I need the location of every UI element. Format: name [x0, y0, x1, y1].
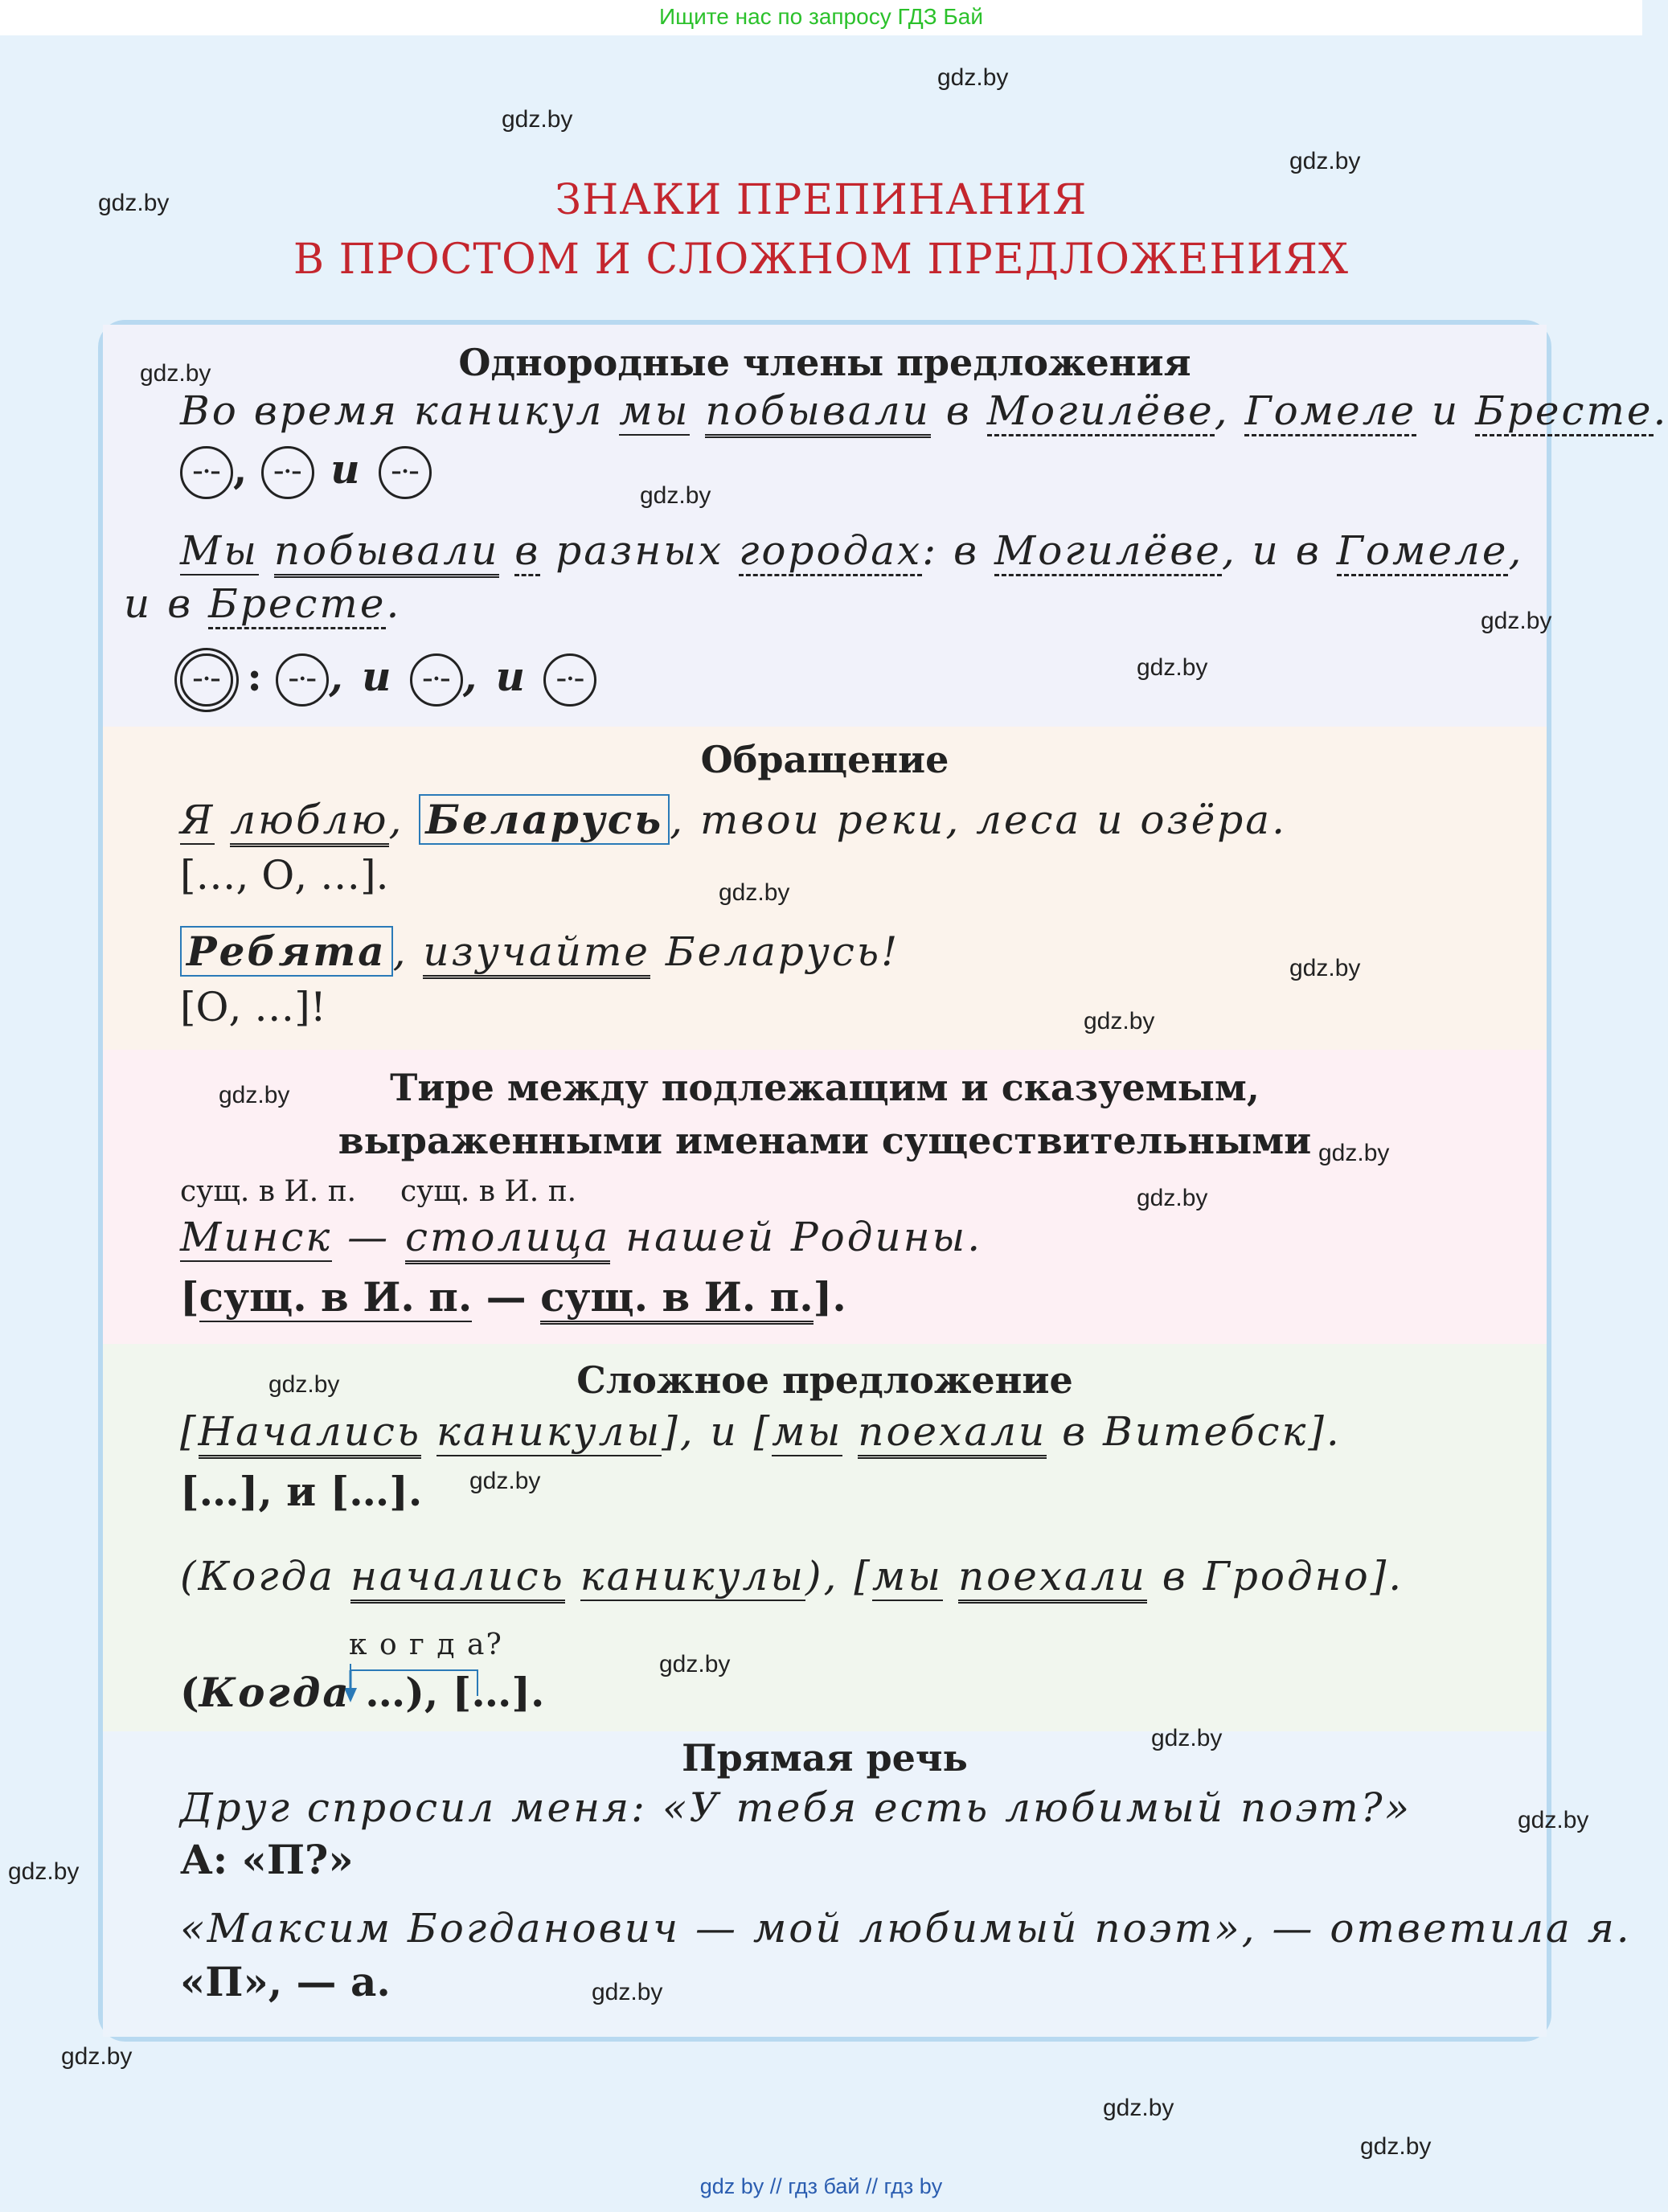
watermark: gdz.by [1481, 608, 1552, 634]
question-label: к о г д а? [349, 1628, 503, 1661]
example-sentence [180, 1553, 1404, 1600]
watermark: gdz.by [1137, 1185, 1208, 1211]
section-address [103, 727, 1547, 1050]
text [943, 1553, 958, 1600]
page-title [0, 170, 1642, 289]
text [421, 1408, 436, 1455]
subject-scheme: сущ. в И. п. [199, 1273, 473, 1321]
scheme [180, 1273, 846, 1321]
address-word: Беларусь [419, 794, 670, 845]
circle-icon: –·– [410, 653, 463, 707]
section-heading-cont: выраженными именами существительными [338, 1119, 1312, 1162]
text: Во время каникул [180, 387, 620, 434]
watermark: gdz.by [937, 64, 1009, 91]
text: , и в [1221, 527, 1337, 574]
homogeneous-member: Бресте [208, 580, 386, 629]
circle-icon: –·– [379, 446, 432, 499]
watermark: gdz.by [140, 360, 211, 387]
homogeneous-member: Могилёве [987, 387, 1215, 436]
predicate: побывали [274, 527, 500, 578]
text: в [930, 387, 987, 434]
example-sentence [180, 928, 900, 975]
example-sentence [180, 527, 1523, 574]
part-label: сущ. в И. п. [180, 1175, 357, 1208]
predicate: побывали [705, 387, 931, 438]
watermark: gdz.by [1360, 2133, 1432, 2160]
homogeneous-member: Могилёве [994, 527, 1222, 576]
text: [ [180, 1408, 199, 1455]
predicate: Начались [199, 1408, 422, 1459]
text: ]. [813, 1273, 846, 1321]
watermark: gdz.by [502, 106, 573, 133]
generalizing-word: городах [739, 527, 922, 576]
homogeneous-member: Бресте [1475, 387, 1653, 436]
text: Когда [199, 1669, 351, 1716]
text: — [332, 1214, 405, 1260]
top-banner[interactable]: Ищите нас по запросу ГДЗ Бай [0, 0, 1642, 35]
text: , и [462, 653, 544, 700]
text [842, 1408, 858, 1455]
text: разных [540, 527, 740, 574]
homogeneous-member: Гомеле [1244, 387, 1416, 436]
section-homogeneous [103, 325, 1668, 727]
text: Беларусь! [650, 928, 900, 975]
predicate: столица [405, 1214, 610, 1264]
watermark: gdz.by [719, 879, 790, 906]
predicate: изучайте [423, 928, 650, 979]
example-sentence-cont [124, 580, 401, 627]
section-heading: Тире между подлежащим и сказуемым, [390, 1066, 1260, 1109]
text: — [472, 1273, 541, 1321]
watermark: gdz.by [1084, 1008, 1155, 1034]
text: , [392, 928, 424, 975]
text: ]. [1370, 1553, 1404, 1600]
circle-icon: –·– [543, 653, 596, 707]
text: . [386, 580, 402, 627]
example-sentence: «Максим Богданович — мой любимый поэт», — ответила я. [180, 1905, 1632, 1952]
scheme: […, О, …]. [180, 852, 389, 899]
subject: мы [619, 387, 691, 434]
section-complex [103, 1344, 1547, 1731]
watermark: gdz.by [469, 1468, 541, 1494]
scheme: «П», — а. [180, 1958, 391, 2005]
preposition: в [514, 527, 540, 576]
circle-icon: –·– [180, 446, 233, 499]
predicate: поехали [958, 1553, 1147, 1604]
text: , [1508, 527, 1524, 574]
subject: Минск [180, 1214, 333, 1260]
section-heading: Прямая речь [682, 1736, 968, 1780]
text: : в [922, 527, 994, 574]
text: ]. [1308, 1408, 1342, 1455]
subject: каникулы [580, 1553, 806, 1600]
watermark: gdz.by [219, 1082, 290, 1108]
homogeneous-member: Гомеле [1337, 527, 1509, 576]
text: в Витебск [1047, 1408, 1309, 1455]
subject: Я [180, 797, 215, 843]
text: …), […]. [350, 1669, 545, 1716]
subject: каникулы [436, 1408, 662, 1455]
watermark: gdz.by [61, 2043, 133, 2070]
predicate: начались [350, 1553, 565, 1604]
scheme [180, 1669, 544, 1716]
watermark: gdz.by [268, 1371, 340, 1398]
text: в Гродно [1146, 1553, 1371, 1600]
text: : [233, 653, 277, 700]
scheme: А: «П?» [180, 1836, 354, 1883]
footer-links[interactable]: gdz by // гдз бай // гдз by [699, 2174, 943, 2198]
circle-icon: –·– [261, 446, 314, 499]
scheme [180, 653, 596, 707]
text: , [233, 445, 261, 493]
text: , [1214, 387, 1245, 434]
title-line-1: ЗНАКИ ПРЕПИНАНИЯ [555, 176, 1088, 224]
circle-icon: –·– [276, 653, 329, 707]
subject: мы [772, 1408, 843, 1455]
text: ), [ [805, 1553, 872, 1600]
predicate: поехали [858, 1408, 1047, 1459]
scheme [180, 445, 432, 499]
text [690, 387, 705, 434]
text: и в [124, 580, 209, 627]
text: ( [180, 1669, 199, 1716]
watermark: gdz.by [1103, 2095, 1174, 2121]
watermark: gdz.by [1518, 1807, 1589, 1833]
section-heading: Однородные члены предложения [458, 341, 1191, 384]
scheme: […], и […]. [180, 1468, 423, 1515]
section-dash [103, 1050, 1547, 1344]
text: , [388, 797, 420, 843]
watermark: gdz.by [8, 1858, 80, 1885]
text: ], и [ [662, 1408, 773, 1455]
text: и [1416, 387, 1476, 434]
text: , твои реки, леса и озёра. [670, 797, 1287, 843]
address-word: Ребята [180, 926, 393, 977]
watermark: gdz.by [1137, 654, 1208, 681]
section-heading: Обращение [700, 738, 949, 781]
title-line-2: В ПРОСТОМ И СЛОЖНОМ ПРЕДЛОЖЕНИЯХ [293, 236, 1350, 284]
predicate: люблю [230, 797, 388, 847]
text: . [1653, 387, 1668, 434]
watermark: gdz.by [1318, 1140, 1390, 1166]
example-sentence [180, 796, 1287, 843]
example-sentence [180, 387, 1668, 434]
watermark: gdz.by [640, 482, 711, 509]
text [565, 1553, 580, 1600]
example-sentence [180, 1408, 1342, 1455]
watermark: gdz.by [592, 1979, 663, 2005]
text: , и [329, 653, 410, 700]
double-circle-icon: –·– [180, 653, 233, 707]
watermark: gdz.by [1289, 955, 1361, 981]
text: (Когда [180, 1553, 350, 1600]
part-label: сущ. в И. п. [400, 1175, 577, 1208]
subject: мы [871, 1553, 944, 1600]
watermark: gdz.by [1289, 148, 1361, 174]
text: и [314, 445, 379, 493]
section-heading: Сложное предложение [576, 1358, 1073, 1402]
watermark: gdz.by [98, 190, 170, 216]
scheme: [О, …]! [180, 984, 326, 1030]
watermark: gdz.by [1151, 1725, 1223, 1751]
example-sentence [180, 1214, 982, 1260]
text: [ [180, 1273, 199, 1321]
predicate-scheme: сущ. в И. п. [540, 1273, 814, 1325]
watermark: gdz.by [659, 1651, 731, 1677]
subject: Мы [180, 527, 259, 574]
text: нашей Родины. [610, 1214, 983, 1260]
example-sentence: Друг спросил меня: «У тебя есть любимый поэт?» [180, 1784, 1412, 1831]
